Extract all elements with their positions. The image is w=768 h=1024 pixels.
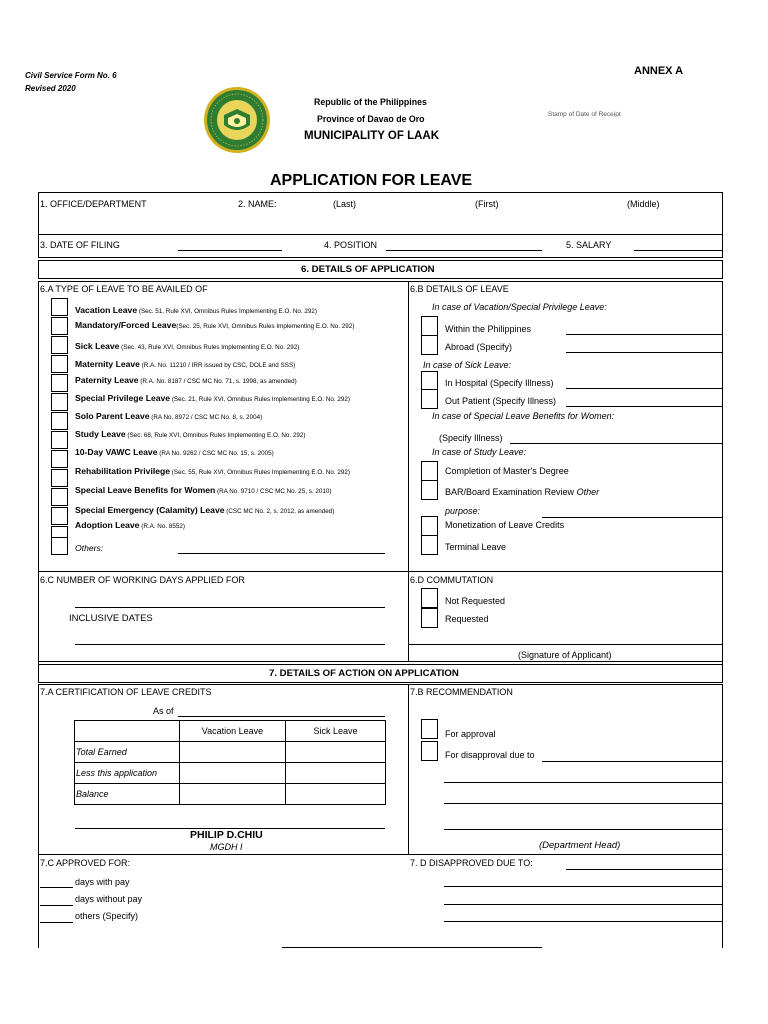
calamity-leave-checkbox[interactable] bbox=[51, 507, 68, 525]
department-head-signature-field[interactable] bbox=[444, 829, 722, 830]
department-head-label: (Department Head) bbox=[539, 840, 621, 851]
days-with-pay-label: days with pay bbox=[75, 877, 130, 887]
col-sick-leave: Sick Leave bbox=[286, 721, 386, 742]
within-ph-field[interactable] bbox=[566, 334, 722, 335]
leave-type-vawc: 10-Day VAWC Leave (RA No. 9262 / CSC MC No. 15, s. 2005) bbox=[75, 447, 274, 457]
applicant-signature-label: (Signature of Applicant) bbox=[518, 650, 612, 660]
disapproval-reason-field-2[interactable] bbox=[444, 782, 722, 783]
sick-total-earned-cell[interactable] bbox=[286, 742, 386, 763]
others-specify-field[interactable] bbox=[40, 922, 73, 923]
middle-name-label: (Middle) bbox=[627, 199, 660, 209]
terminal-leave-checkbox[interactable] bbox=[421, 535, 438, 555]
col-vacation-leave: Vacation Leave bbox=[180, 721, 286, 742]
disapproved-reason-field-4[interactable] bbox=[444, 921, 722, 922]
others-specify-label: others (Specify) bbox=[75, 911, 139, 921]
table-row bbox=[75, 742, 386, 763]
days-without-pay-label: days without pay bbox=[75, 894, 143, 904]
last-name-label: (Last) bbox=[333, 199, 357, 209]
days-with-pay-field[interactable] bbox=[40, 887, 73, 888]
disapproved-reason-field-2[interactable] bbox=[444, 886, 722, 887]
date-filing-label: 3. DATE OF FILING bbox=[40, 240, 120, 250]
municipality-text: MUNICIPALITY OF LAAK bbox=[304, 130, 440, 142]
vawc-leave-checkbox[interactable] bbox=[51, 450, 68, 468]
for-approval-label: For approval bbox=[445, 729, 496, 739]
women-illness-field[interactable] bbox=[510, 443, 722, 444]
sick-leave-checkbox[interactable] bbox=[51, 336, 68, 354]
for-disapproval-label: For disapproval due to bbox=[445, 750, 535, 760]
leave-type-vacation: Vacation Leave (Sec. 51, Rule XVI, Omnibus Rules Implementing E.O. No. 292) bbox=[75, 305, 317, 315]
in-hospital-field[interactable] bbox=[566, 388, 722, 389]
annex-label: ANNEX A bbox=[634, 65, 684, 77]
section7d-title: 7. D DISAPPROVED DUE TO: bbox=[410, 858, 533, 868]
study-leave-checkbox[interactable] bbox=[51, 431, 68, 449]
leave-type-rehabilitation: Rehabilitation Privilege (Sec. 55, Rule XVI, Omnibus Rules Implementing E.O. No. 292) bbox=[75, 466, 350, 476]
inclusive-dates-label: INCLUSIVE DATES bbox=[69, 613, 153, 624]
date-filing-field[interactable] bbox=[178, 250, 282, 251]
abroad-field[interactable] bbox=[566, 352, 722, 353]
leave-type-women-benefits: Special Leave Benefits for Women (RA No. 9710 / CSC MC No. 25, s. 2010) bbox=[75, 485, 332, 495]
abroad-checkbox[interactable] bbox=[421, 335, 438, 355]
leave-type-adoption: Adoption Leave (R.A. No. 8552) bbox=[75, 520, 185, 530]
leave-type-special-privilege: Special Privilege Leave (Sec. 21, Rule XVI, Omnibus Rules Implementing E.O. No. 292) bbox=[75, 393, 350, 403]
certifying-officer-title: MGDH I bbox=[210, 842, 243, 852]
sick-balance-cell[interactable] bbox=[286, 784, 386, 805]
salary-field[interactable] bbox=[634, 250, 722, 251]
for-disapproval-checkbox[interactable] bbox=[421, 741, 438, 761]
purpose-label: purpose: bbox=[445, 506, 481, 516]
vacation-balance-cell[interactable] bbox=[180, 784, 286, 805]
leave-type-maternity: Maternity Leave (R.A. No. 11210 / IRR issued by CSC, DOLE and SSS) bbox=[75, 359, 296, 369]
position-field[interactable] bbox=[386, 250, 542, 251]
disapproval-reason-field-1[interactable] bbox=[542, 761, 722, 762]
section6d-title: 6.D COMMUTATION bbox=[410, 575, 494, 585]
leave-type-calamity: Special Emergency (Calamity) Leave (CSC MC No. 2, s. 2012, as amended) bbox=[75, 505, 335, 515]
purpose-field[interactable] bbox=[542, 517, 722, 518]
study-case-label: In case of Study Leave: bbox=[432, 447, 527, 457]
days-without-pay-field[interactable] bbox=[40, 905, 73, 906]
rehabilitation-leave-checkbox[interactable] bbox=[51, 469, 68, 487]
office-label: 1. OFFICE/DEPARTMENT bbox=[40, 199, 147, 209]
leave-type-sick: Sick Leave (Sec. 43, Rule XVI, Omnibus Rules Implementing E.O. No. 292) bbox=[75, 341, 300, 351]
leave-type-study: Study Leave (Sec. 68, Rule XVI, Omnibus Rules Implementing E.O. No. 292) bbox=[75, 429, 306, 439]
vacation-leave-checkbox[interactable] bbox=[51, 298, 68, 316]
salary-label: 5. SALARY bbox=[566, 240, 612, 250]
section7c-title: 7.C APPROVED FOR: bbox=[40, 858, 131, 868]
section6c-title: 6.C NUMBER OF WORKING DAYS APPLIED FOR bbox=[40, 575, 245, 585]
form-number: Civil Service Form No. 6 bbox=[25, 71, 117, 80]
in-hospital-label: In Hospital (Specify Illness) bbox=[445, 378, 554, 388]
disapproved-reason-field-1[interactable] bbox=[566, 869, 722, 870]
vacation-total-earned-cell[interactable] bbox=[180, 742, 286, 763]
republic-text: Republic of the Philippines bbox=[314, 97, 427, 107]
vacation-case-label: In case of Vacation/Special Privilege Leave: bbox=[432, 302, 607, 312]
working-days-field[interactable] bbox=[75, 607, 385, 608]
out-patient-field[interactable] bbox=[566, 406, 722, 407]
disapproval-reason-field-3[interactable] bbox=[444, 803, 722, 804]
as-of-field[interactable] bbox=[178, 716, 385, 717]
page-title: APPLICATION FOR LEAVE bbox=[270, 172, 473, 189]
leave-credits-table bbox=[74, 720, 386, 805]
section6a-title: 6.A TYPE OF LEAVE TO BE AVAILED OF bbox=[40, 284, 208, 294]
leave-type-solo-parent: Solo Parent Leave (RA No. 8972 / CSC MC No. 8, s. 2004) bbox=[75, 411, 263, 421]
row-balance: Balance bbox=[75, 784, 180, 805]
row-total-earned: Total Earned bbox=[75, 742, 180, 763]
vacation-less-cell[interactable] bbox=[180, 763, 286, 784]
masters-checkbox[interactable] bbox=[421, 461, 438, 481]
monetization-checkbox[interactable] bbox=[421, 516, 438, 536]
requested-label: Requested bbox=[445, 614, 489, 624]
applicant-signature-field[interactable] bbox=[408, 644, 722, 645]
sick-case-label: In case of Sick Leave: bbox=[423, 360, 512, 370]
leave-type-paternity: Paternity Leave (R.A. No. 8187 / CSC MC No. 71, s. 1998, as amended) bbox=[75, 375, 297, 385]
paternity-leave-checkbox[interactable] bbox=[51, 374, 68, 392]
for-approval-checkbox[interactable] bbox=[421, 719, 438, 739]
masters-label: Completion of Master's Degree bbox=[445, 466, 569, 476]
not-requested-checkbox[interactable] bbox=[421, 588, 438, 608]
requested-checkbox[interactable] bbox=[421, 608, 438, 628]
maternity-leave-checkbox[interactable] bbox=[51, 355, 68, 373]
within-ph-checkbox[interactable] bbox=[421, 316, 438, 336]
monetization-label: Monetization of Leave Credits bbox=[445, 520, 565, 530]
not-requested-label: Not Requested bbox=[445, 596, 506, 606]
others-field[interactable] bbox=[178, 553, 385, 554]
disapproved-reason-field-3[interactable] bbox=[444, 904, 722, 905]
in-hospital-checkbox[interactable] bbox=[421, 371, 438, 391]
municipal-seal bbox=[202, 85, 272, 155]
bar-exam-checkbox[interactable] bbox=[421, 480, 438, 500]
first-name-label: (First) bbox=[475, 199, 499, 209]
authorized-official-signature-field[interactable] bbox=[282, 947, 542, 948]
section6b-title: 6.B DETAILS OF LEAVE bbox=[410, 284, 509, 294]
forced-leave-checkbox[interactable] bbox=[51, 317, 68, 335]
special-privilege-leave-checkbox[interactable] bbox=[51, 393, 68, 411]
name-label: 2. NAME: bbox=[238, 199, 277, 209]
inclusive-dates-field[interactable] bbox=[75, 644, 385, 645]
specify-illness-label: (Specify Illness) bbox=[439, 433, 503, 443]
sick-less-cell[interactable] bbox=[286, 763, 386, 784]
women-case-label: In case of Special Leave Benefits for Women: bbox=[432, 411, 615, 421]
terminal-leave-label: Terminal Leave bbox=[445, 542, 507, 552]
leave-type-forced: Mandatory/Forced Leave(Sec. 25, Rule XVI, Omnibus Rules Implementing E.O. No. 292) bbox=[75, 320, 355, 330]
out-patient-label: Out Patient (Specify Illness) bbox=[445, 396, 557, 406]
within-ph-label: Within the Philippines bbox=[445, 324, 532, 334]
section7a-title: 7.A CERTIFICATION OF LEAVE CREDITS bbox=[40, 687, 212, 697]
bar-exam-label: BAR/Board Examination Review Other bbox=[445, 487, 600, 497]
form-revision: Revised 2020 bbox=[25, 84, 76, 93]
position-label: 4. POSITION bbox=[324, 240, 378, 250]
section6-title: 6. DETAILS OF APPLICATION bbox=[301, 264, 435, 275]
section7b-title: 7.B RECOMMENDATION bbox=[410, 687, 513, 697]
stamp-label: Stamp of Date of Receipt bbox=[548, 111, 621, 118]
solo-parent-leave-checkbox[interactable] bbox=[51, 412, 68, 430]
abroad-label: Abroad (Specify) bbox=[445, 342, 513, 352]
table-row bbox=[75, 763, 386, 784]
others-label: Others: bbox=[75, 543, 104, 553]
province-text: Province of Davao de Oro bbox=[317, 114, 425, 124]
certifying-officer-name: PHILIP D.CHIU bbox=[190, 829, 263, 841]
out-patient-checkbox[interactable] bbox=[421, 389, 438, 409]
section7-title: 7. DETAILS OF ACTION ON APPLICATION bbox=[269, 668, 459, 679]
table-row bbox=[75, 784, 386, 805]
others-leave-checkbox[interactable] bbox=[51, 537, 68, 555]
as-of-label: As of bbox=[153, 706, 174, 716]
row-less-application: Less this application bbox=[75, 763, 180, 784]
women-benefits-leave-checkbox[interactable] bbox=[51, 488, 68, 506]
